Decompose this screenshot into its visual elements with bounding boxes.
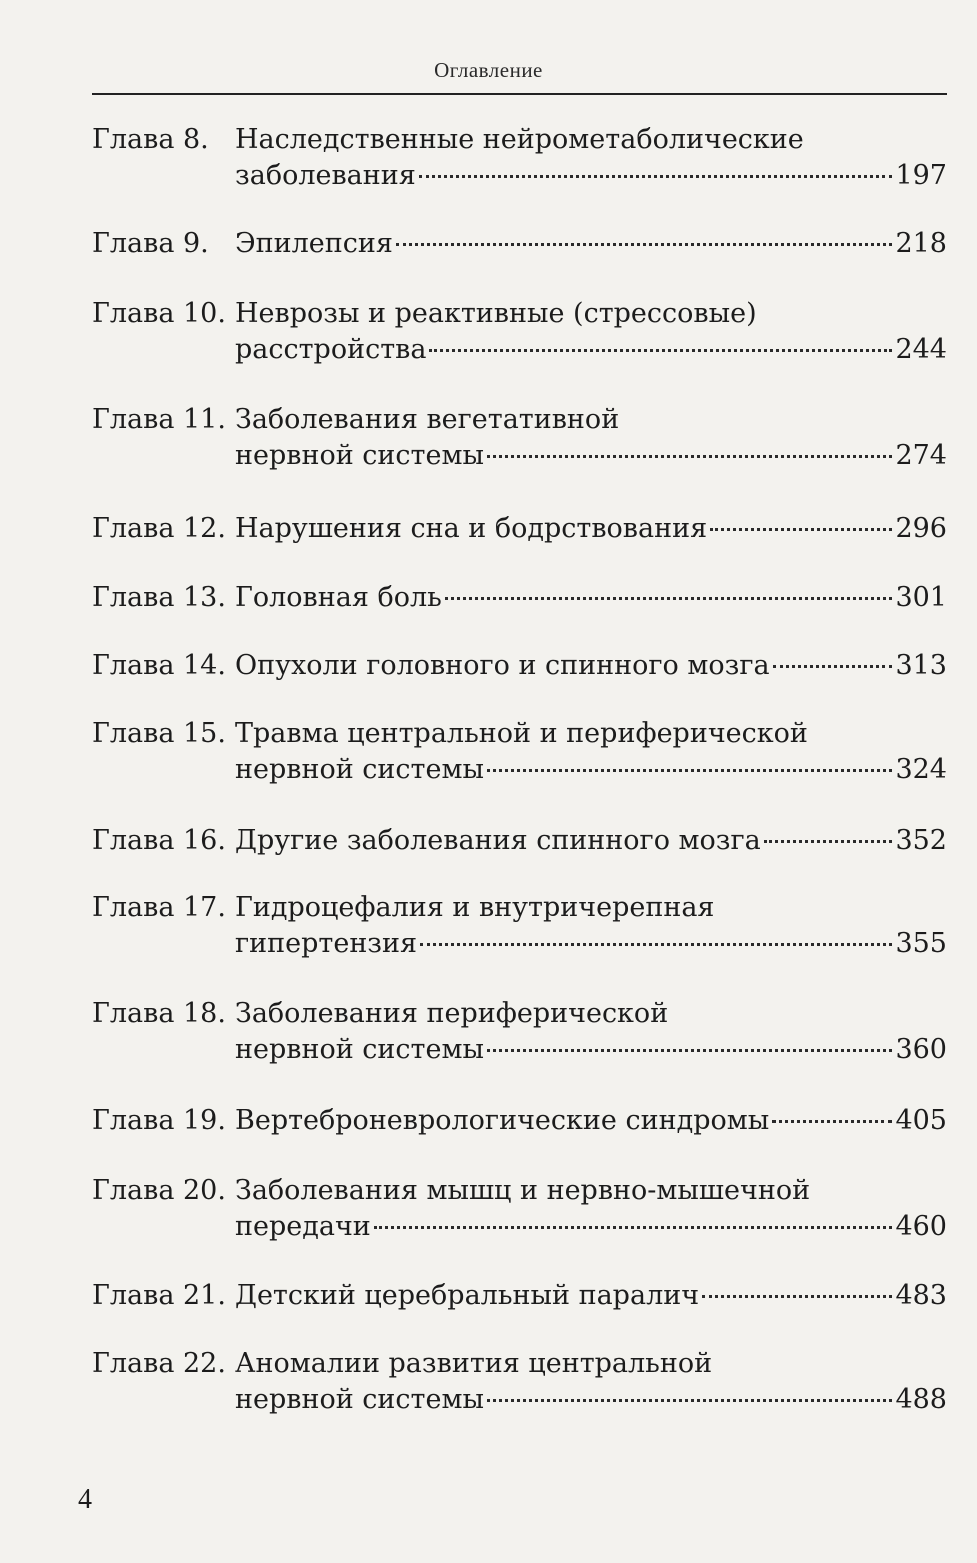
- page-folio: 4: [78, 1484, 92, 1515]
- dot-leader: [487, 455, 893, 458]
- page-number: 244: [895, 334, 947, 365]
- page-number: 488: [895, 1384, 947, 1415]
- dot-leader: [487, 1049, 893, 1052]
- page-number: 218: [895, 228, 947, 259]
- chapter-number: Глава 19.: [92, 1105, 226, 1136]
- page-number: 460: [895, 1211, 947, 1242]
- chapter-number: Глава 8.: [92, 124, 209, 155]
- chapter-number: Глава 17.: [92, 892, 226, 923]
- dot-leader: [487, 1399, 893, 1402]
- entry-title: Наследственные нейрометаболические: [235, 124, 804, 155]
- dot-leader: [710, 528, 892, 531]
- page-number: 483: [895, 1280, 947, 1311]
- chapter-number: Глава 21.: [92, 1280, 226, 1311]
- page-number: 360: [895, 1034, 947, 1065]
- chapter-number: Глава 20.: [92, 1175, 226, 1206]
- entry-title: Травма центральной и периферической: [235, 718, 808, 749]
- entry-title: Эпилепсия: [235, 228, 393, 259]
- entry-title: Аномалии развития центральной: [235, 1348, 713, 1379]
- entry-title-cont: заболевания: [235, 160, 416, 191]
- page-number: 352: [895, 825, 947, 856]
- entry-title: Заболевания вегетативной: [235, 404, 620, 435]
- dot-leader: [374, 1226, 893, 1229]
- dot-leader: [419, 175, 893, 178]
- page-number: 355: [895, 928, 947, 959]
- dot-leader: [445, 597, 893, 600]
- page-number: 301: [895, 582, 947, 613]
- chapter-number: Глава 9.: [92, 228, 209, 259]
- page-number: 296: [895, 513, 947, 544]
- page-number: 324: [895, 754, 947, 785]
- entry-title: Вертеброневрологические синдромы: [235, 1105, 770, 1136]
- dot-leader: [429, 349, 892, 352]
- entry-title-cont: расстройства: [235, 334, 427, 365]
- entry-title: Другие заболевания спинного мозга: [235, 825, 761, 856]
- running-head: Оглавление: [434, 58, 543, 82]
- entry-title-cont: нервной системы: [235, 754, 484, 785]
- entry-title: Детский церебральный паралич: [235, 1280, 700, 1311]
- dot-leader: [773, 665, 893, 668]
- dot-leader: [420, 943, 892, 946]
- entry-title-cont: гипертензия: [235, 928, 418, 959]
- chapter-number: Глава 16.: [92, 825, 226, 856]
- dot-leader: [772, 1120, 892, 1123]
- dot-leader: [702, 1295, 892, 1298]
- page-number: 405: [895, 1105, 947, 1136]
- entry-title-cont: нервной системы: [235, 1034, 484, 1065]
- chapter-number: Глава 11.: [92, 404, 226, 435]
- entry-title-cont: нервной системы: [235, 440, 484, 471]
- page-number: 197: [895, 160, 947, 191]
- page-number: 274: [895, 440, 947, 471]
- entry-title: Опухоли головного и спинного мозга: [235, 650, 770, 681]
- dot-leader: [764, 840, 893, 843]
- chapter-number: Глава 18.: [92, 998, 226, 1029]
- entry-title: Головная боль: [235, 582, 442, 613]
- entry-title: Нарушения сна и бодрствования: [235, 513, 708, 544]
- dot-leader: [396, 243, 893, 246]
- chapter-number: Глава 12.: [92, 513, 226, 544]
- chapter-number: Глава 15.: [92, 718, 226, 749]
- entry-title-cont: передачи: [235, 1211, 371, 1242]
- entry-title: Неврозы и реактивные (стрессовые): [235, 298, 757, 329]
- page-number: 313: [895, 650, 947, 681]
- entry-title: Заболевания мышц и нервно-мышечной: [235, 1175, 811, 1206]
- dot-leader: [487, 769, 893, 772]
- chapter-number: Глава 22.: [92, 1348, 226, 1379]
- entry-title: Гидроцефалия и внутричерепная: [235, 892, 715, 923]
- chapter-number: Глава 13.: [92, 582, 226, 613]
- chapter-number: Глава 14.: [92, 650, 226, 681]
- chapter-number: Глава 10.: [92, 298, 226, 329]
- entry-title-cont: нервной системы: [235, 1384, 484, 1415]
- entry-title: Заболевания периферической: [235, 998, 669, 1029]
